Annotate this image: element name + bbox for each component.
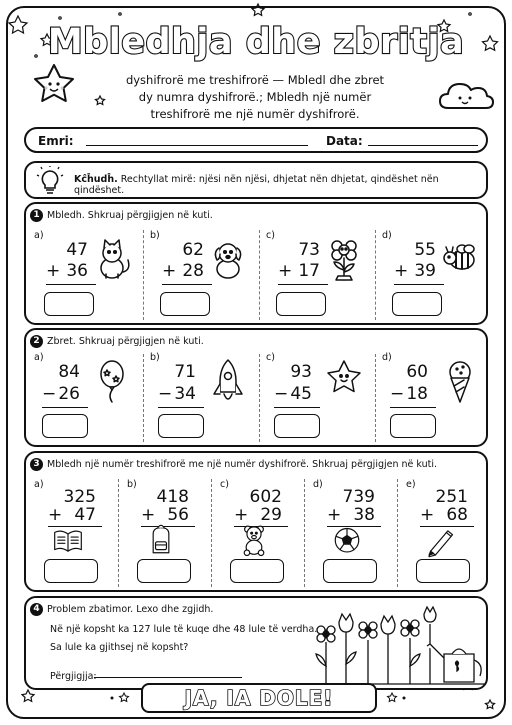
- second-number: 45: [290, 384, 312, 404]
- second-number: 17: [298, 261, 320, 281]
- answer-line[interactable]: [94, 677, 242, 678]
- sum-line: [46, 284, 96, 285]
- teddy-bear-icon: [236, 523, 272, 559]
- plus-sign: +: [141, 505, 156, 525]
- first-number: 84: [58, 362, 80, 382]
- problem-c: [260, 352, 376, 444]
- problem-b: [144, 352, 260, 444]
- lightbulb-icon: [36, 166, 64, 196]
- plus-sign: +: [48, 505, 63, 525]
- section-2-subtraction: [24, 328, 488, 447]
- sum-line: [278, 284, 328, 285]
- problem-letter: b): [127, 479, 137, 490]
- star-icon: [324, 358, 364, 404]
- section-3-instruction: Mbledh një numër treshifrorë me një numër dyshifrorë. Shkruaj përgjigjen në kuti.: [47, 459, 438, 470]
- sum-line: [394, 284, 444, 285]
- first-number: 71: [174, 362, 196, 382]
- problem-b: [144, 230, 260, 322]
- section-4-word-problem: [24, 596, 488, 690]
- flower-icon: [324, 236, 364, 282]
- answer-box[interactable]: [390, 414, 436, 438]
- answer-box[interactable]: [274, 414, 320, 438]
- bee-icon: [440, 236, 480, 282]
- problem-c: [260, 230, 376, 322]
- problem-letter: c): [266, 230, 275, 241]
- plus-sign: +: [394, 261, 409, 281]
- section-1-instruction: Mbledh. Shkruaj përgjigjen në kuti.: [47, 210, 213, 221]
- smiling-star-icon: [30, 62, 78, 106]
- puppy-icon: [208, 236, 248, 282]
- minus-sign: −: [390, 384, 405, 404]
- smiling-cloud-icon: [438, 78, 494, 112]
- second-number: 18: [406, 384, 428, 404]
- sum-line: [274, 407, 320, 408]
- watering-can: [427, 644, 481, 682]
- section-4-number: 4: [30, 603, 43, 616]
- plus-sign: +: [162, 261, 177, 281]
- success-banner: [141, 683, 377, 713]
- flower-1: [316, 626, 335, 684]
- first-number: 93: [290, 362, 312, 382]
- plus-sign: +: [327, 505, 342, 525]
- problem-a: [28, 479, 121, 589]
- second-number: 26: [58, 384, 80, 404]
- sum-line: [42, 407, 88, 408]
- problem-letter: b): [150, 352, 160, 363]
- problem-b: [121, 479, 214, 589]
- problem-a: [28, 230, 144, 322]
- name-field[interactable]: [86, 145, 308, 146]
- section-1-number: 1: [30, 209, 43, 222]
- plus-sign: +: [420, 505, 435, 525]
- cat-icon: [92, 236, 132, 282]
- problem-line-1: Në një kopsht ka 127 lule të kuqe dhe 48 lule të verdha.: [50, 624, 318, 635]
- name-date-bar: [24, 127, 488, 153]
- section-4-header: [30, 603, 213, 616]
- page-subtitle: [90, 72, 420, 123]
- first-number: 60: [406, 362, 428, 382]
- minus-sign: −: [274, 384, 289, 404]
- subtitle-line-1: dyshifrorë me treshifrorë — Mbledl dhe zbret: [125, 73, 385, 87]
- problem-letter: c): [266, 352, 275, 363]
- section-2-instruction: Zbret. Shkruaj përgjigjen në kuti.: [47, 336, 204, 347]
- answer-box[interactable]: [230, 559, 284, 583]
- first-number: 62: [182, 240, 204, 260]
- tip-text: [74, 174, 486, 196]
- first-number: 602: [249, 487, 282, 507]
- problem-letter: a): [34, 352, 44, 363]
- ice-cream-icon: [440, 358, 480, 404]
- subtitle-line-3: treshifrorë me një numër dyshifrorë.: [150, 107, 360, 121]
- section-2-number: 2: [30, 335, 43, 348]
- problem-d: [376, 230, 492, 322]
- problem-d: [307, 479, 400, 589]
- first-number: 418: [156, 487, 189, 507]
- section-1-header: [30, 209, 213, 222]
- problem-letter: b): [150, 230, 160, 241]
- banner-text: JA, IA DOLE!: [184, 686, 334, 710]
- first-number: 325: [63, 487, 96, 507]
- balloon-icon: [92, 358, 132, 404]
- second-number: 68: [446, 505, 468, 525]
- second-number: 56: [167, 505, 189, 525]
- minus-sign: −: [42, 384, 57, 404]
- date-label: Data:: [326, 134, 363, 148]
- sum-line: [390, 407, 436, 408]
- answer-box[interactable]: [44, 559, 98, 583]
- section-3-three-digit-addition: [24, 451, 488, 592]
- first-number: 73: [298, 240, 320, 260]
- section-2-header: [30, 335, 204, 348]
- problem-letter: e): [406, 479, 416, 490]
- first-number: 55: [414, 240, 436, 260]
- sum-line: [158, 407, 204, 408]
- first-number: 251: [435, 487, 468, 507]
- flowers-and-watering-can-icon: [312, 606, 488, 686]
- second-number: 28: [182, 261, 204, 281]
- problem-letter: a): [34, 479, 44, 490]
- minus-sign: −: [158, 384, 173, 404]
- answer-label: Përgjigjja:: [50, 671, 97, 682]
- rocket-icon: [208, 358, 248, 404]
- date-field[interactable]: [368, 145, 478, 146]
- problem-letter: d): [382, 352, 392, 363]
- problem-line-2: Sa lule ka gjithsej në kopsht?: [50, 642, 189, 653]
- sum-line: [162, 284, 212, 285]
- first-number: 739: [342, 487, 375, 507]
- tip-body: Rechtyllat mirë: njësi nën njësi, dhjetat nën dhjetat, qindëshet nën qindëshet.: [74, 174, 439, 196]
- pencil-icon: [422, 523, 458, 559]
- book-icon: [50, 523, 86, 559]
- page-title: Mbledhja dhe zbritja: [47, 22, 465, 62]
- subtitle-line-2: dy numra dyshifrorë.; Mbledh një numër: [138, 90, 372, 104]
- answer-box[interactable]: [158, 414, 204, 438]
- tip-box: [24, 161, 488, 199]
- answer-box[interactable]: [276, 292, 326, 316]
- second-number: 29: [260, 505, 282, 525]
- answer-box[interactable]: [160, 292, 210, 316]
- section-4-heading: Problem zbatimor. Lexo dhe zgjidh.: [47, 604, 214, 615]
- tip-label: Kĉĥudĥ.: [74, 174, 118, 185]
- answer-box[interactable]: [42, 414, 88, 438]
- problem-letter: d): [313, 479, 323, 490]
- answer-box[interactable]: [44, 292, 94, 316]
- second-number: 38: [353, 505, 375, 525]
- banner-stars-decoration: [382, 690, 412, 706]
- first-number: 47: [66, 240, 88, 260]
- plus-sign: +: [278, 261, 293, 281]
- problem-d: [376, 352, 492, 444]
- second-number: 36: [66, 261, 88, 281]
- section-3-header: [30, 458, 437, 471]
- answer-box[interactable]: [416, 559, 470, 583]
- problem-letter: a): [34, 230, 44, 241]
- backpack-icon: [143, 523, 179, 559]
- problem-a: [28, 352, 144, 444]
- section-1-addition: [24, 202, 488, 325]
- problem-letter: c): [220, 479, 229, 490]
- plus-sign: +: [234, 505, 249, 525]
- answer-box[interactable]: [137, 559, 191, 583]
- second-number: 34: [174, 384, 196, 404]
- problem-e: [400, 479, 493, 589]
- problem-c: [214, 479, 307, 589]
- name-label: Emri:: [38, 134, 74, 148]
- problem-letter: d): [382, 230, 392, 241]
- banner-stars-decoration: [104, 690, 134, 706]
- answer-box[interactable]: [323, 559, 377, 583]
- second-number: 39: [414, 261, 436, 281]
- plus-sign: +: [46, 261, 61, 281]
- section-3-number: 3: [30, 458, 43, 471]
- soccer-ball-icon: [329, 523, 365, 559]
- answer-box[interactable]: [392, 292, 442, 316]
- second-number: 47: [74, 505, 96, 525]
